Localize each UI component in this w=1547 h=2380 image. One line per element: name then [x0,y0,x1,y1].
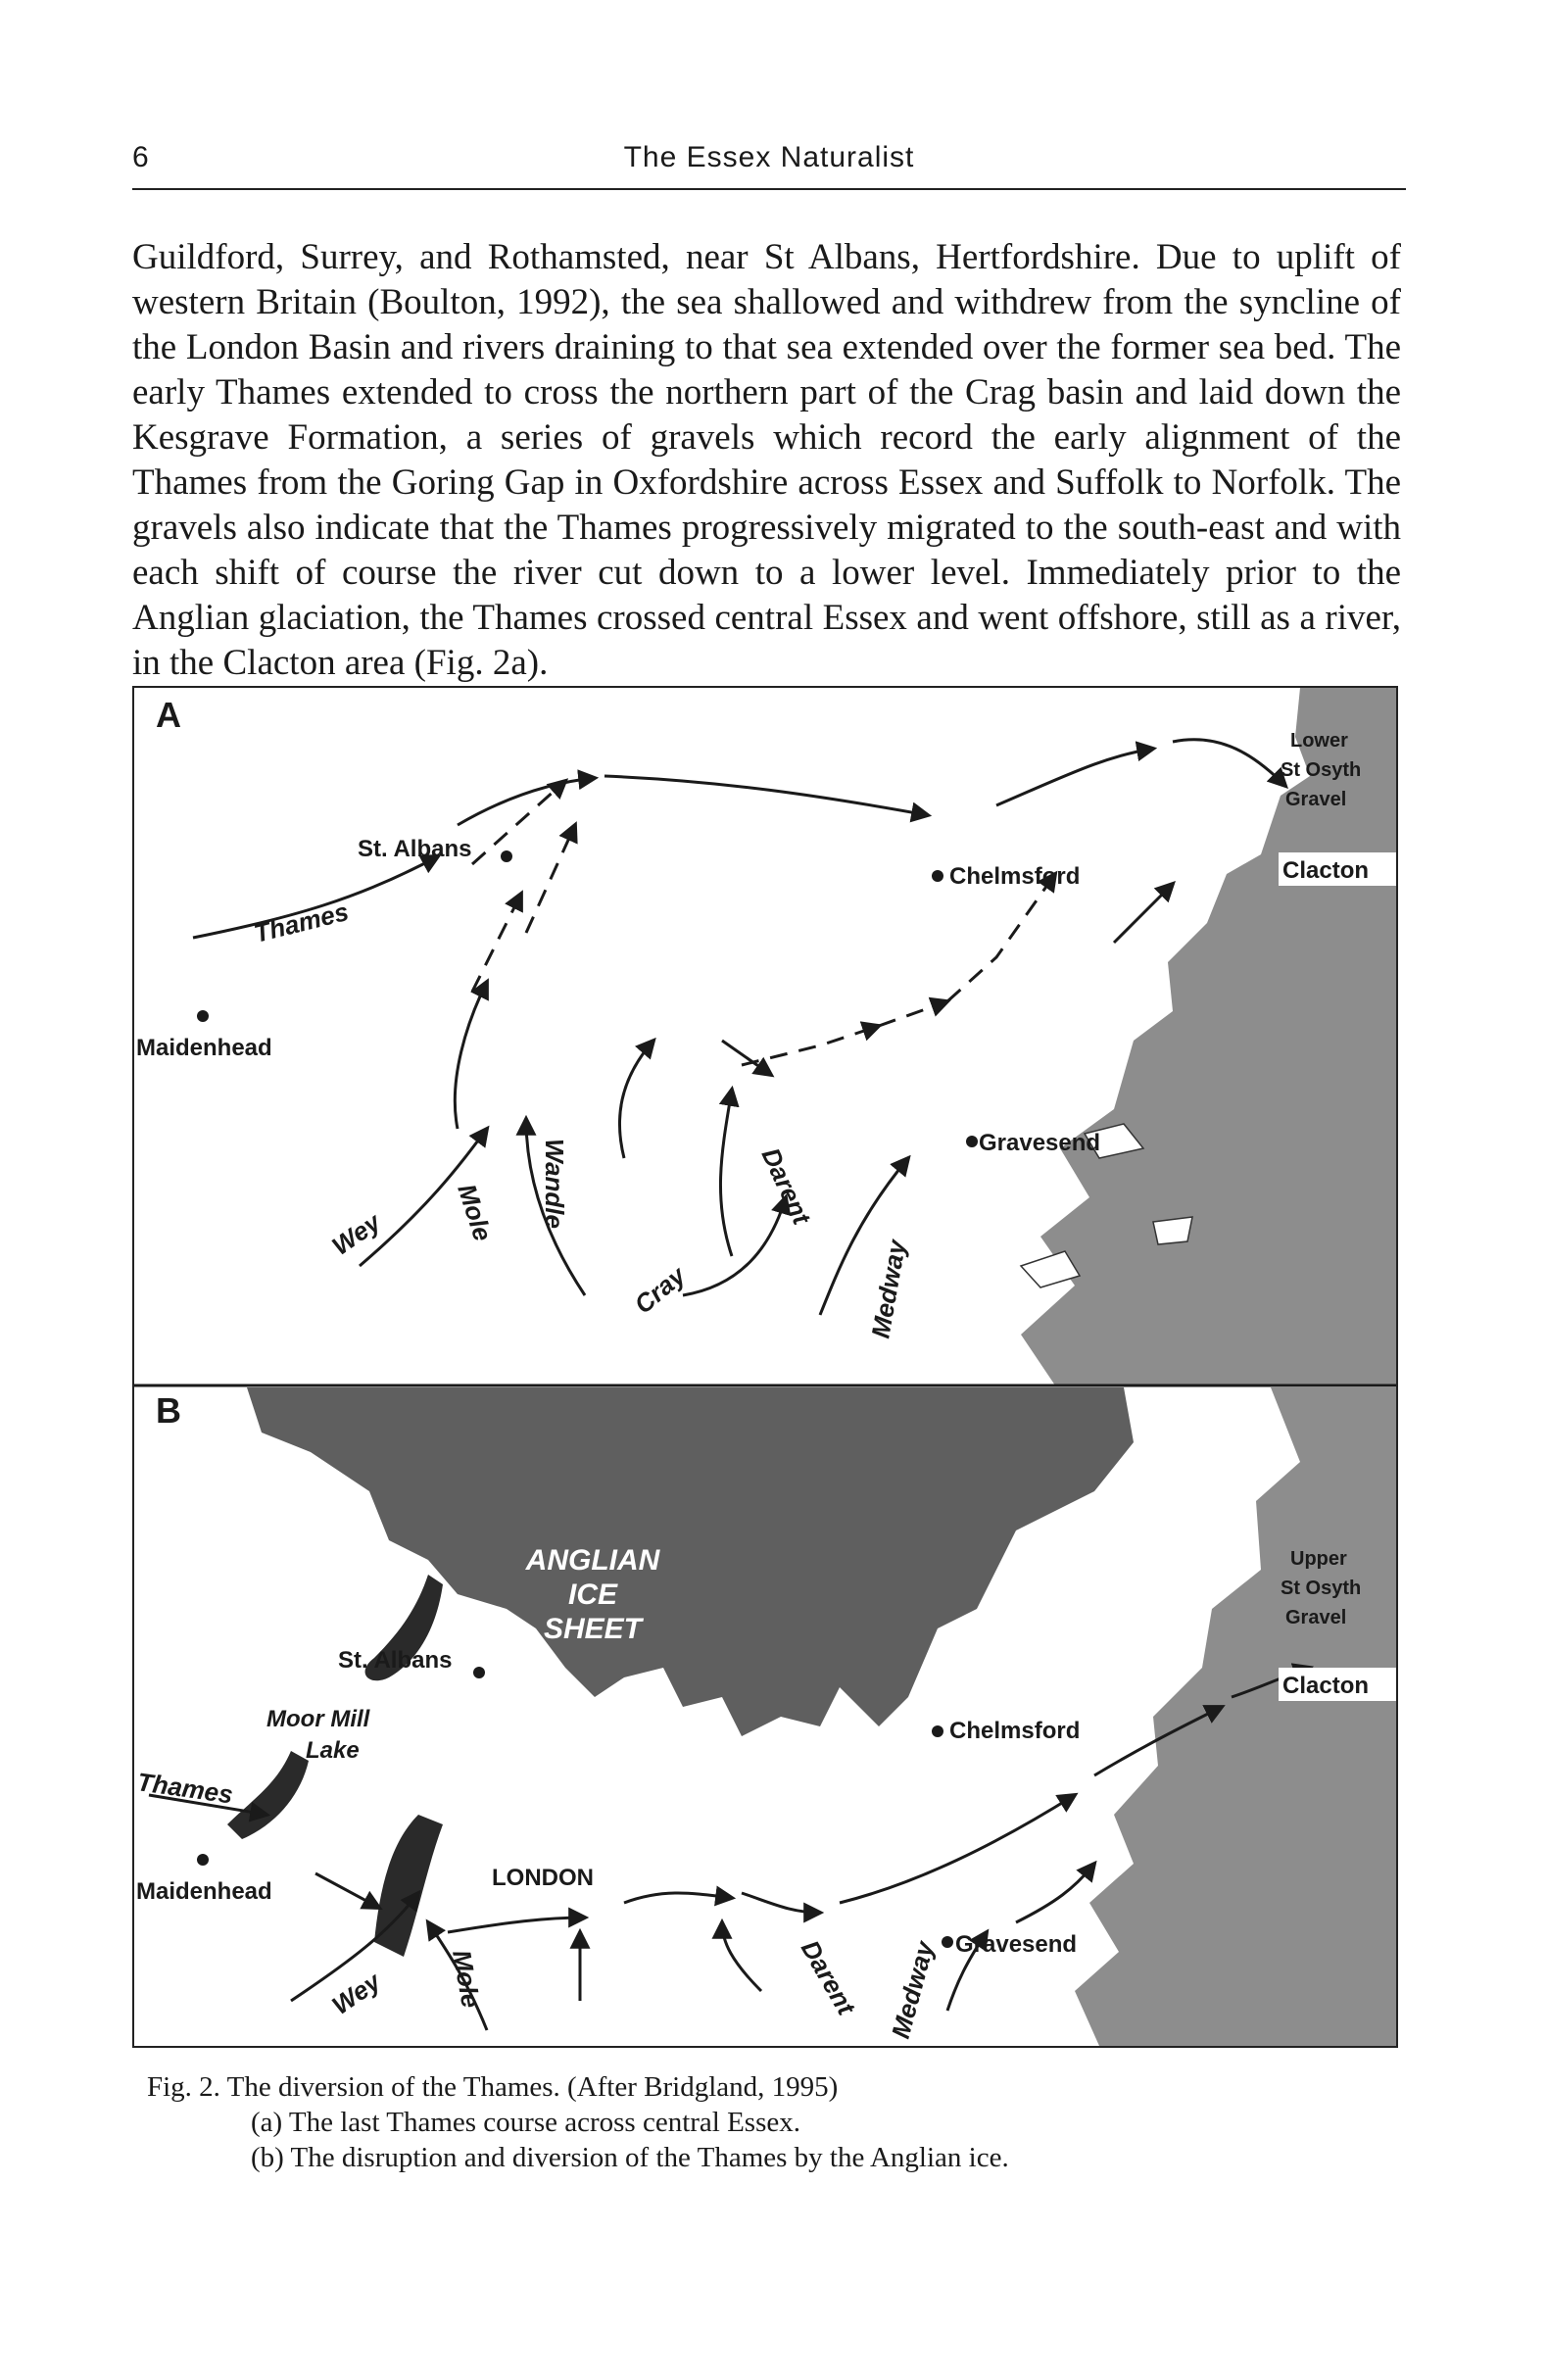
label-wey-a: Wey [326,1206,386,1261]
caption-title: Fig. 2. The diversion of the Thames. (After Bridgland, 1995) [147,2071,839,2103]
page-number: 6 [132,141,149,173]
label-gravel-b-2: St Osyth [1281,1578,1362,1599]
page-header [132,129,1406,190]
panel-a [134,688,1396,1385]
label-thames-b: Thames [135,1767,235,1810]
label-mole-b: Mole [447,1947,486,2011]
label-clacton-a: Clacton [1282,857,1370,884]
label-gravel-a-1: Lower [1290,730,1348,752]
label-maidenhead-a: Maidenhead [136,1035,272,1061]
label-gravesend-a: Gravesend [979,1130,1101,1156]
label-moor-mill-2: Lake [306,1737,360,1764]
ice-label-2: ICE [567,1579,618,1611]
body-paragraph: Guildford, Surrey, and Rothamsted, near St Albans, Hertfordshire. Due to uplift of western Britain (Boulton, 1992), the sea shallowed and withdrew from the syncline of the London Basin and rivers draining to that sea extended over the former sea bed. The early Thames extended to cross the northern part of the Crag basin and laid down the Kesgrave Formation, a series of gravels which record the early alignment of the Thames from the Goring Gap in Oxfordshire across Essex and Suffolk to Norfolk. The gravels also indicate that the Thames progressively migrated to the south-east and with each shift of course the river cut down to a lower level. Immediately prior to the Anglian glaciation, the Thames crossed central Essex and went offshore, still as a river, in the Clacton area (Fig. 2a). [132,237,1401,683]
label-st-albans-b: St. Albans [338,1647,453,1674]
label-moor-mill-1: Moor Mill [266,1706,370,1732]
label-gravel-b-3: Gravel [1285,1607,1347,1628]
figure-caption [147,2069,1401,2175]
anglian-ice-sheet [247,1387,1134,1736]
figure-2 [132,686,1398,2048]
label-darent-b: Darent [795,1935,861,2020]
label-wey-b: Wey [326,1966,386,2020]
label-clacton-b: Clacton [1282,1673,1370,1699]
label-gravel-a-2: St Osyth [1281,759,1362,781]
label-cray-a: Cray [628,1260,692,1320]
label-medway-a: Medway [865,1238,912,1341]
panel-b [135,1387,1396,2046]
label-chelmsford-b: Chelmsford [949,1718,1081,1744]
label-maidenhead-b: Maidenhead [136,1878,272,1905]
label-darent-a: Darent [755,1142,817,1230]
running-title: The Essex Naturalist [623,141,915,173]
label-thames-a: Thames [251,896,352,948]
label-london: LONDON [492,1865,594,1891]
ice-label-3: SHEET [543,1613,643,1645]
label-chelmsford-a: Chelmsford [949,863,1081,890]
caption-line-a: (a) The last Thames course across central Essex. [251,2107,800,2138]
caption-line-b: (b) The disruption and diversion of the Thames by the Anglian ice. [251,2142,1009,2173]
panel-b-sea [1075,1387,1396,2046]
ice-label-1: ANGLIAN [525,1544,660,1577]
thames-diversion-maps [134,688,1396,2046]
label-gravel-b-1: Upper [1290,1548,1347,1570]
label-medway-b: Medway [885,1938,940,2042]
panel-b-letter: B [156,1390,181,1431]
panel-a-letter: A [156,695,181,735]
label-wandle-a: Wandle [540,1139,569,1229]
label-mole-a: Mole [452,1180,499,1245]
label-gravesend-b: Gravesend [955,1931,1078,1958]
label-gravel-a-3: Gravel [1285,789,1347,810]
label-st-albans-a: St. Albans [358,836,472,862]
